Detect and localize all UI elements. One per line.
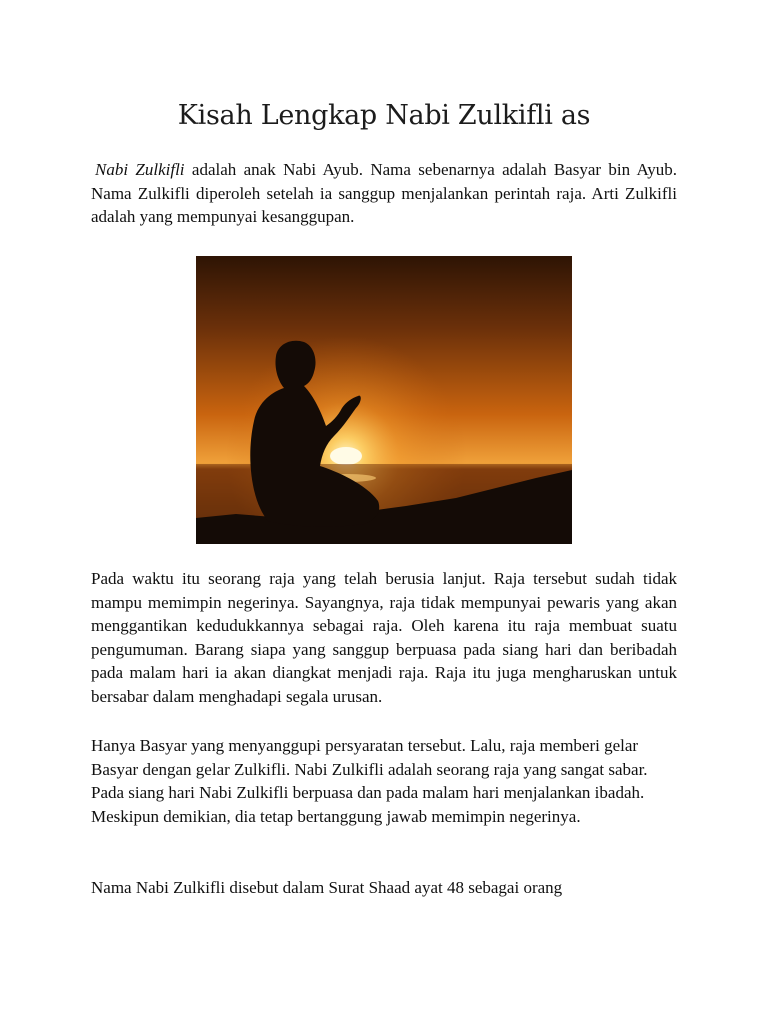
praying-silhouette-icon (196, 256, 572, 544)
sunset-prayer-image (196, 256, 572, 544)
page-title: Kisah Lengkap Nabi Zulkifli as (177, 100, 591, 131)
body-paragraph-1: Pada waktu itu seorang raja yang telah berusia lanjut. Raja tersebut sudah tidak mampu memimpin negerinya. Sayangnya, raja tidak mempunyai pewaris yang akan menggantikan kedudukkannya sebagai raja. Oleh karena itu raja membuat suatu pengumuman. Barang siapa yang sanggup berpuasa pada siang hari dan beribadah pada malam hari ia akan diangkat menjadi raja. Raja itu juga mengharuskan untuk bersabar dalam menghadapi segala urusan. (91, 569, 677, 706)
intro-text: adalah anak Nabi Ayub. Nama sebenarnya adalah Basyar bin Ayub. Nama Zulkifli diperoleh setelah ia sanggup menjalankan perintah raja. Arti Zulkifli adalah yang mempunyai kesanggupan. (91, 160, 678, 226)
intro-italic-lead: Nabi Zulkifli (95, 160, 185, 179)
intro-paragraph (91, 158, 677, 229)
body-paragraph-3: Nama Nabi Zulkifli disebut dalam Surat Shaad ayat 48 sebagai orang (91, 878, 563, 897)
body-paragraph-2: Hanya Basyar yang menyanggupi persyaratan tersebut. Lalu, raja memberi gelar Basyar dengan gelar Zulkifli. Nabi Zulkifli adalah seorang raja yang sangat sabar. Pada siang hari Nabi Zulkifli berpuasa dan pada malam hari menjalankan ibadah. Meskipun demikian, dia tetap bertanggung jawab memimpin negerinya. (91, 736, 648, 826)
